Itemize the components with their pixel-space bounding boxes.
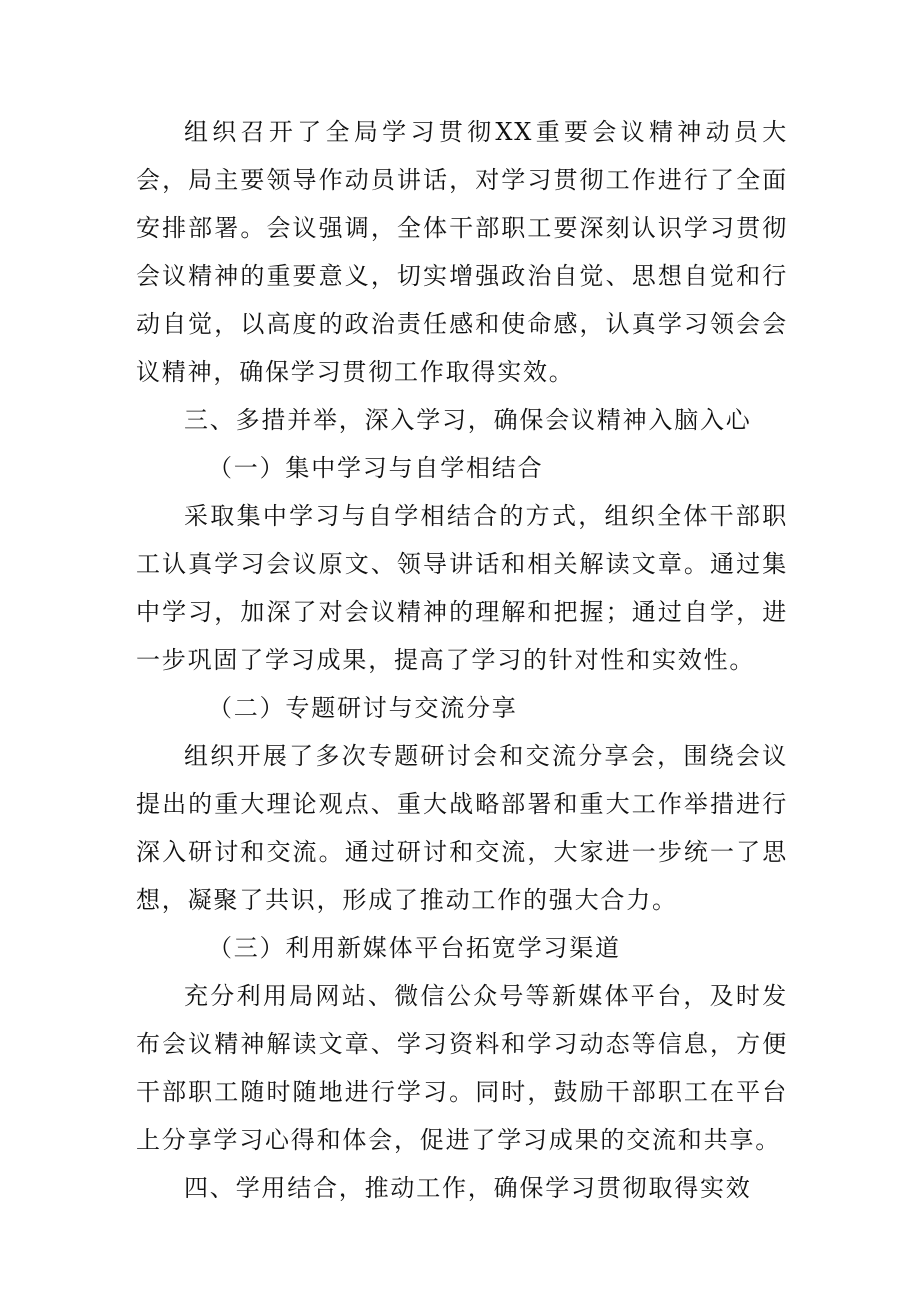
subheading-two: （二）专题研讨与交流分享 [208, 694, 518, 722]
paragraph-seminar: 组织开展了多次专题研讨会和交流分享会，围绕会议提出的重大理论观点、重大战略部署和重大工作举措进行深入研讨和交流。通过研讨和交流，大家进一步统一了思想，凝聚了共识，形成了推动工作的强大合力。 [136, 742, 788, 914]
subheading-one: （一）集中学习与自学相结合 [208, 454, 544, 482]
document-body [136, 108, 788, 1212]
paragraph-concentrated-study: 采取集中学习与自学相结合的方式，组织全体干部职工认真学习会议原文、领导讲话和相关解读文章。通过集中学习，加深了对会议精神的理解和把握；通过自学，进一步巩固了学习成果，提高了学习的针对性和实效性。 [136, 502, 788, 674]
section-heading-three: 三、多措并举，深入学习，确保会议精神入脑入心 [184, 406, 752, 434]
paragraph-new-media: 充分利用局网站、微信公众号等新媒体平台，及时发布会议精神解读文章、学习资料和学习动态等信息，方便干部职工随时随地进行学习。同时，鼓励干部职工在平台上分享学习心得和体会，促进了学习成果的交流和共享。 [136, 982, 788, 1154]
section-heading-four: 四、学用结合，推动工作，确保学习贯彻取得实效 [184, 1174, 752, 1202]
subheading-three: （三）利用新媒体平台拓宽学习渠道 [208, 934, 621, 962]
paragraph-mobilization-meeting: 组织召开了全局学习贯彻XX重要会议精神动员大会，局主要领导作动员讲话，对学习贯彻工作进行了全面安排部署。会议强调，全体干部职工要深刻认识学习贯彻会议精神的重要意义，切实增强政治自觉、思想自觉和行动自觉，以高度的政治责任感和使命感，认真学习领会会议精神，确保学习贯彻工作取得实效。 [136, 118, 788, 386]
